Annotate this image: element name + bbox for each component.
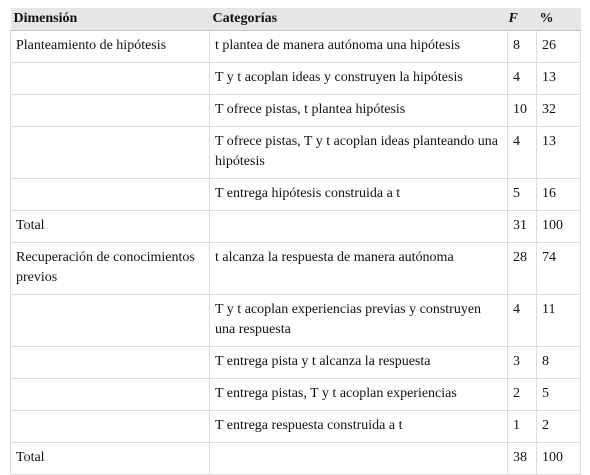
cell-frequency: 31: [508, 211, 537, 243]
cell-frequency: 10: [508, 95, 537, 127]
header-percent: %: [537, 8, 581, 31]
table-row: [11, 95, 581, 127]
table-row: [11, 347, 581, 379]
cell-percent: 13: [537, 63, 581, 95]
cell-percent: 26: [537, 31, 581, 63]
cell-category: T entrega pista y t alcanza la respuesta: [210, 347, 508, 379]
cell-frequency: 38: [508, 443, 537, 475]
cell-frequency: 1: [508, 411, 537, 443]
cell-dimension: [11, 379, 210, 411]
cell-dimension: Planteamiento de hipótesis: [11, 31, 210, 63]
cell-frequency: 28: [508, 243, 537, 295]
cell-dimension: [11, 347, 210, 379]
cell-percent: 74: [537, 243, 581, 295]
cell-percent: 100: [537, 443, 581, 475]
cell-category: t alcanza la respuesta de manera autónoma: [210, 243, 508, 295]
cell-percent: 8: [537, 347, 581, 379]
table-header: [11, 8, 581, 31]
cell-dimension: Recuperación de conocimientos previos: [11, 243, 210, 295]
cell-category: T entrega respuesta construida a t: [210, 411, 508, 443]
cell-category: T entrega hipótesis construida a t: [210, 179, 508, 211]
cell-category: T y t acoplan experiencias previas y construyen una respuesta: [210, 295, 508, 347]
cell-dimension: [11, 95, 210, 127]
cell-percent: 100: [537, 211, 581, 243]
table-row: [11, 31, 581, 63]
cell-frequency: 3: [508, 347, 537, 379]
table-row: [11, 243, 581, 295]
cell-percent: 2: [537, 411, 581, 443]
cell-dimension: [11, 295, 210, 347]
header-frequency: F: [508, 8, 537, 31]
cell-frequency: 5: [508, 179, 537, 211]
cell-frequency: 8: [508, 31, 537, 63]
cell-category: T ofrece pistas, T y t acoplan ideas planteando una hipótesis: [210, 127, 508, 179]
cell-percent: 32: [537, 95, 581, 127]
header-row: [11, 8, 581, 31]
cell-dimension: [11, 127, 210, 179]
total-row: [11, 443, 581, 475]
table-row: [11, 179, 581, 211]
cell-frequency: 4: [508, 295, 537, 347]
cell-frequency: 4: [508, 127, 537, 179]
table-row: [11, 127, 581, 179]
cell-frequency: 4: [508, 63, 537, 95]
cell-category: [210, 211, 508, 243]
cell-dimension: Total: [11, 211, 210, 243]
table-row: [11, 63, 581, 95]
cell-dimension: [11, 411, 210, 443]
cell-percent: 13: [537, 127, 581, 179]
total-row: [11, 211, 581, 243]
results-table: [10, 8, 581, 475]
table-body: [11, 31, 581, 475]
header-categories: Categorías: [210, 8, 508, 31]
cell-percent: 5: [537, 379, 581, 411]
cell-category: T entrega pistas, T y t acoplan experiencias: [210, 379, 508, 411]
cell-category: t plantea de manera autónoma una hipótesis: [210, 31, 508, 63]
cell-category: T y t acoplan ideas y construyen la hipótesis: [210, 63, 508, 95]
header-dimension: Dimensión: [11, 8, 210, 31]
cell-percent: 11: [537, 295, 581, 347]
table-row: [11, 411, 581, 443]
cell-category: T ofrece pistas, t plantea hipótesis: [210, 95, 508, 127]
cell-category: [210, 443, 508, 475]
table-row: [11, 379, 581, 411]
cell-dimension: [11, 179, 210, 211]
cell-frequency: 2: [508, 379, 537, 411]
cell-dimension: Total: [11, 443, 210, 475]
cell-percent: 16: [537, 179, 581, 211]
cell-dimension: [11, 63, 210, 95]
table-row: [11, 295, 581, 347]
